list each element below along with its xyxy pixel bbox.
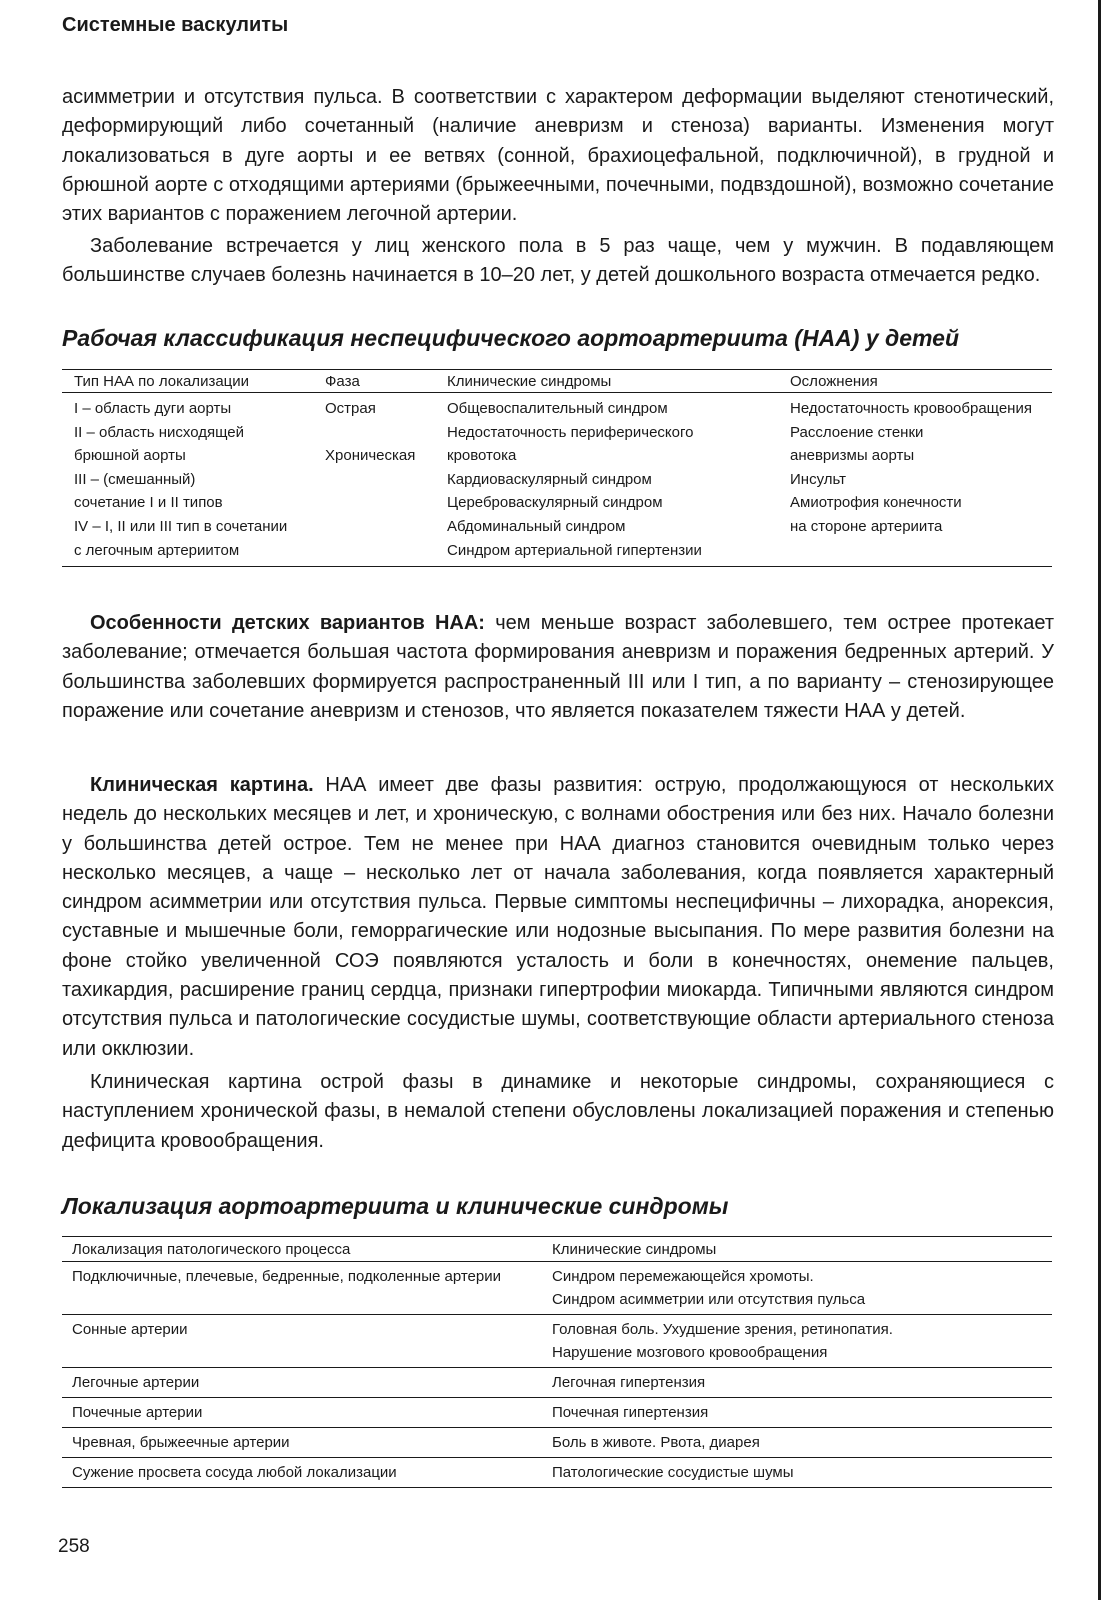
header-phase: Фаза	[313, 370, 435, 393]
classification-table	[62, 369, 1052, 567]
table-row	[62, 1262, 1052, 1315]
clinical-lead: Клиническая картина.	[90, 774, 314, 796]
features-lead: Особенности детских вариантов НАА:	[90, 612, 485, 634]
table-row	[62, 1315, 1052, 1368]
classification-header-row	[62, 370, 1052, 393]
localization-cell: Почечные артерии	[62, 1398, 542, 1428]
table-row	[62, 1398, 1052, 1428]
localization-title: Локализация аортоартериита и клинические синдромы	[62, 1193, 729, 1219]
localization-cell: Подключичные, плечевые, бедренные, подколенные артерии	[62, 1262, 542, 1315]
header-clinical-syndromes: Клинические синдромы	[542, 1237, 1052, 1262]
header-complications: Осложнения	[778, 370, 1052, 393]
localization-cell: Легочные артерии	[62, 1368, 542, 1398]
cell-phases: Острая Хроническая	[313, 393, 435, 567]
localization-header-row	[62, 1237, 1052, 1262]
intro-paragraph-1: асимметрии и отсутствия пульса. В соответствии с характером деформации выделяют стенотический, деформирующий либо сочетанный (наличие аневризм и стеноза) варианты. Изменения могут локализоваться в дуге аорты и ее ветвях (сонной, брахиоцефальной, подключичной), в грудной и брюшной аорте с отходящими артериями (брыжеечными, почечными, подвздошной), возможно сочетание этих вариантов с поражением легочной артерии.	[62, 86, 1054, 226]
localization-table	[62, 1236, 1052, 1488]
table-row	[62, 1368, 1052, 1398]
localization-cell: Сужение просвета сосуда любой локализации	[62, 1458, 542, 1488]
syndrome-cell: Почечная гипертензия	[542, 1398, 1052, 1428]
syndrome-cell: Легочная гипертензия	[542, 1368, 1052, 1398]
header-localization: Локализация патологического процесса	[62, 1237, 542, 1262]
cell-syndromes: Общевоспалительный синдром Недостаточность периферического кровотока Кардиоваскулярный синдром Цереброваскулярный синдром Абдоминальный синдром Синдром артериальной гипертензии	[435, 393, 778, 567]
syndrome-cell: Боль в животе. Рвота, диарея	[542, 1428, 1052, 1458]
cell-complications: Недостаточность кровообращения Расслоение стенки аневризмы аорты Инсульт Амиотрофия конечности на стороне артериита	[778, 393, 1052, 567]
table-row	[62, 1458, 1052, 1488]
classification-title: Рабочая классификация неспецифического аортоартериита (НАА) у детей	[62, 325, 960, 351]
localization-cell: Сонные артерии	[62, 1315, 542, 1368]
page-edge-line	[1098, 0, 1101, 1600]
acute-phase-paragraph: Клиническая картина острой фазы в динамике и некоторые синдромы, сохраняющиеся с наступлением хронической фазы, в немалой степени обусловлены локализацией поражения и степенью дефицита кровообращения.	[62, 1071, 1054, 1152]
syndrome-cell: Головная боль. Ухудшение зрения, ретинопатия. Нарушение мозгового кровообращения	[542, 1315, 1052, 1368]
running-head: Системные васкулиты	[62, 14, 289, 36]
header-type: Тип НАА по локализации	[62, 370, 313, 393]
table-row	[62, 1428, 1052, 1458]
features-paragraph	[62, 609, 1054, 726]
clinical-text: НАА имеет две фазы развития: острую, продолжающуюся от нескольких недель до нескольких месяцев и лет, и хроническую, с волнами обострения или без них. Начало болезни у большинства детей острое. Тем не менее при НАА диагноз становится очевидным только через несколько месяцев, а чаще – несколько лет от начала заболевания, когда появляется характерный синдром асимметрии или отсутствия пульса. Первые симптомы неспецифичны – лихорадка, анорексия, суставные и мышечные боли, геморрагические или нодозные высыпания. По мере развития болезни на фоне стойко увеличенной СОЭ появляются усталость и боли в конечностях, онемение пальцев, тахикардия, расширение границ сердца, признаки гипертрофии миокарда. Типичными являются синдром отсутствия пульса и патологические сосудистые шумы, соответствующие области артериального стеноза или окклюзии.	[62, 774, 1054, 1060]
features-text: чем меньше возраст заболевшего, тем острее протекает заболевание; отмечается большая частота формирования аневризм и поражения бедренных артерий. У большинства заболевших формируется распространенный III или I тип, а по варианту – стенозирующее поражение или сочетание аневризм и стенозов, что является показателем тяжести НАА у детей.	[62, 612, 1054, 722]
syndrome-cell: Синдром перемежающейся хромоты. Синдром асимметрии или отсутствия пульса	[542, 1262, 1052, 1315]
page-number: 258	[58, 1536, 90, 1557]
intro-paragraph-2: Заболевание встречается у лиц женского пола в 5 раз чаще, чем у мужчин. В подавляющем большинстве случаев болезнь начинается в 10–20 лет, у детей дошкольного возраста отмечается редко.	[62, 235, 1054, 287]
cell-types: I – область дуги аорты II – область нисходящей брюшной аорты III – (смешанный) сочетание I и II типов IV – I, II или III тип в сочетании с легочным артериитом	[62, 393, 313, 567]
clinical-paragraph	[62, 771, 1054, 1064]
localization-cell: Чревная, брыжеечные артерии	[62, 1428, 542, 1458]
header-syndromes: Клинические синдромы	[435, 370, 778, 393]
classification-row	[62, 393, 1052, 567]
syndrome-cell: Патологические сосудистые шумы	[542, 1458, 1052, 1488]
